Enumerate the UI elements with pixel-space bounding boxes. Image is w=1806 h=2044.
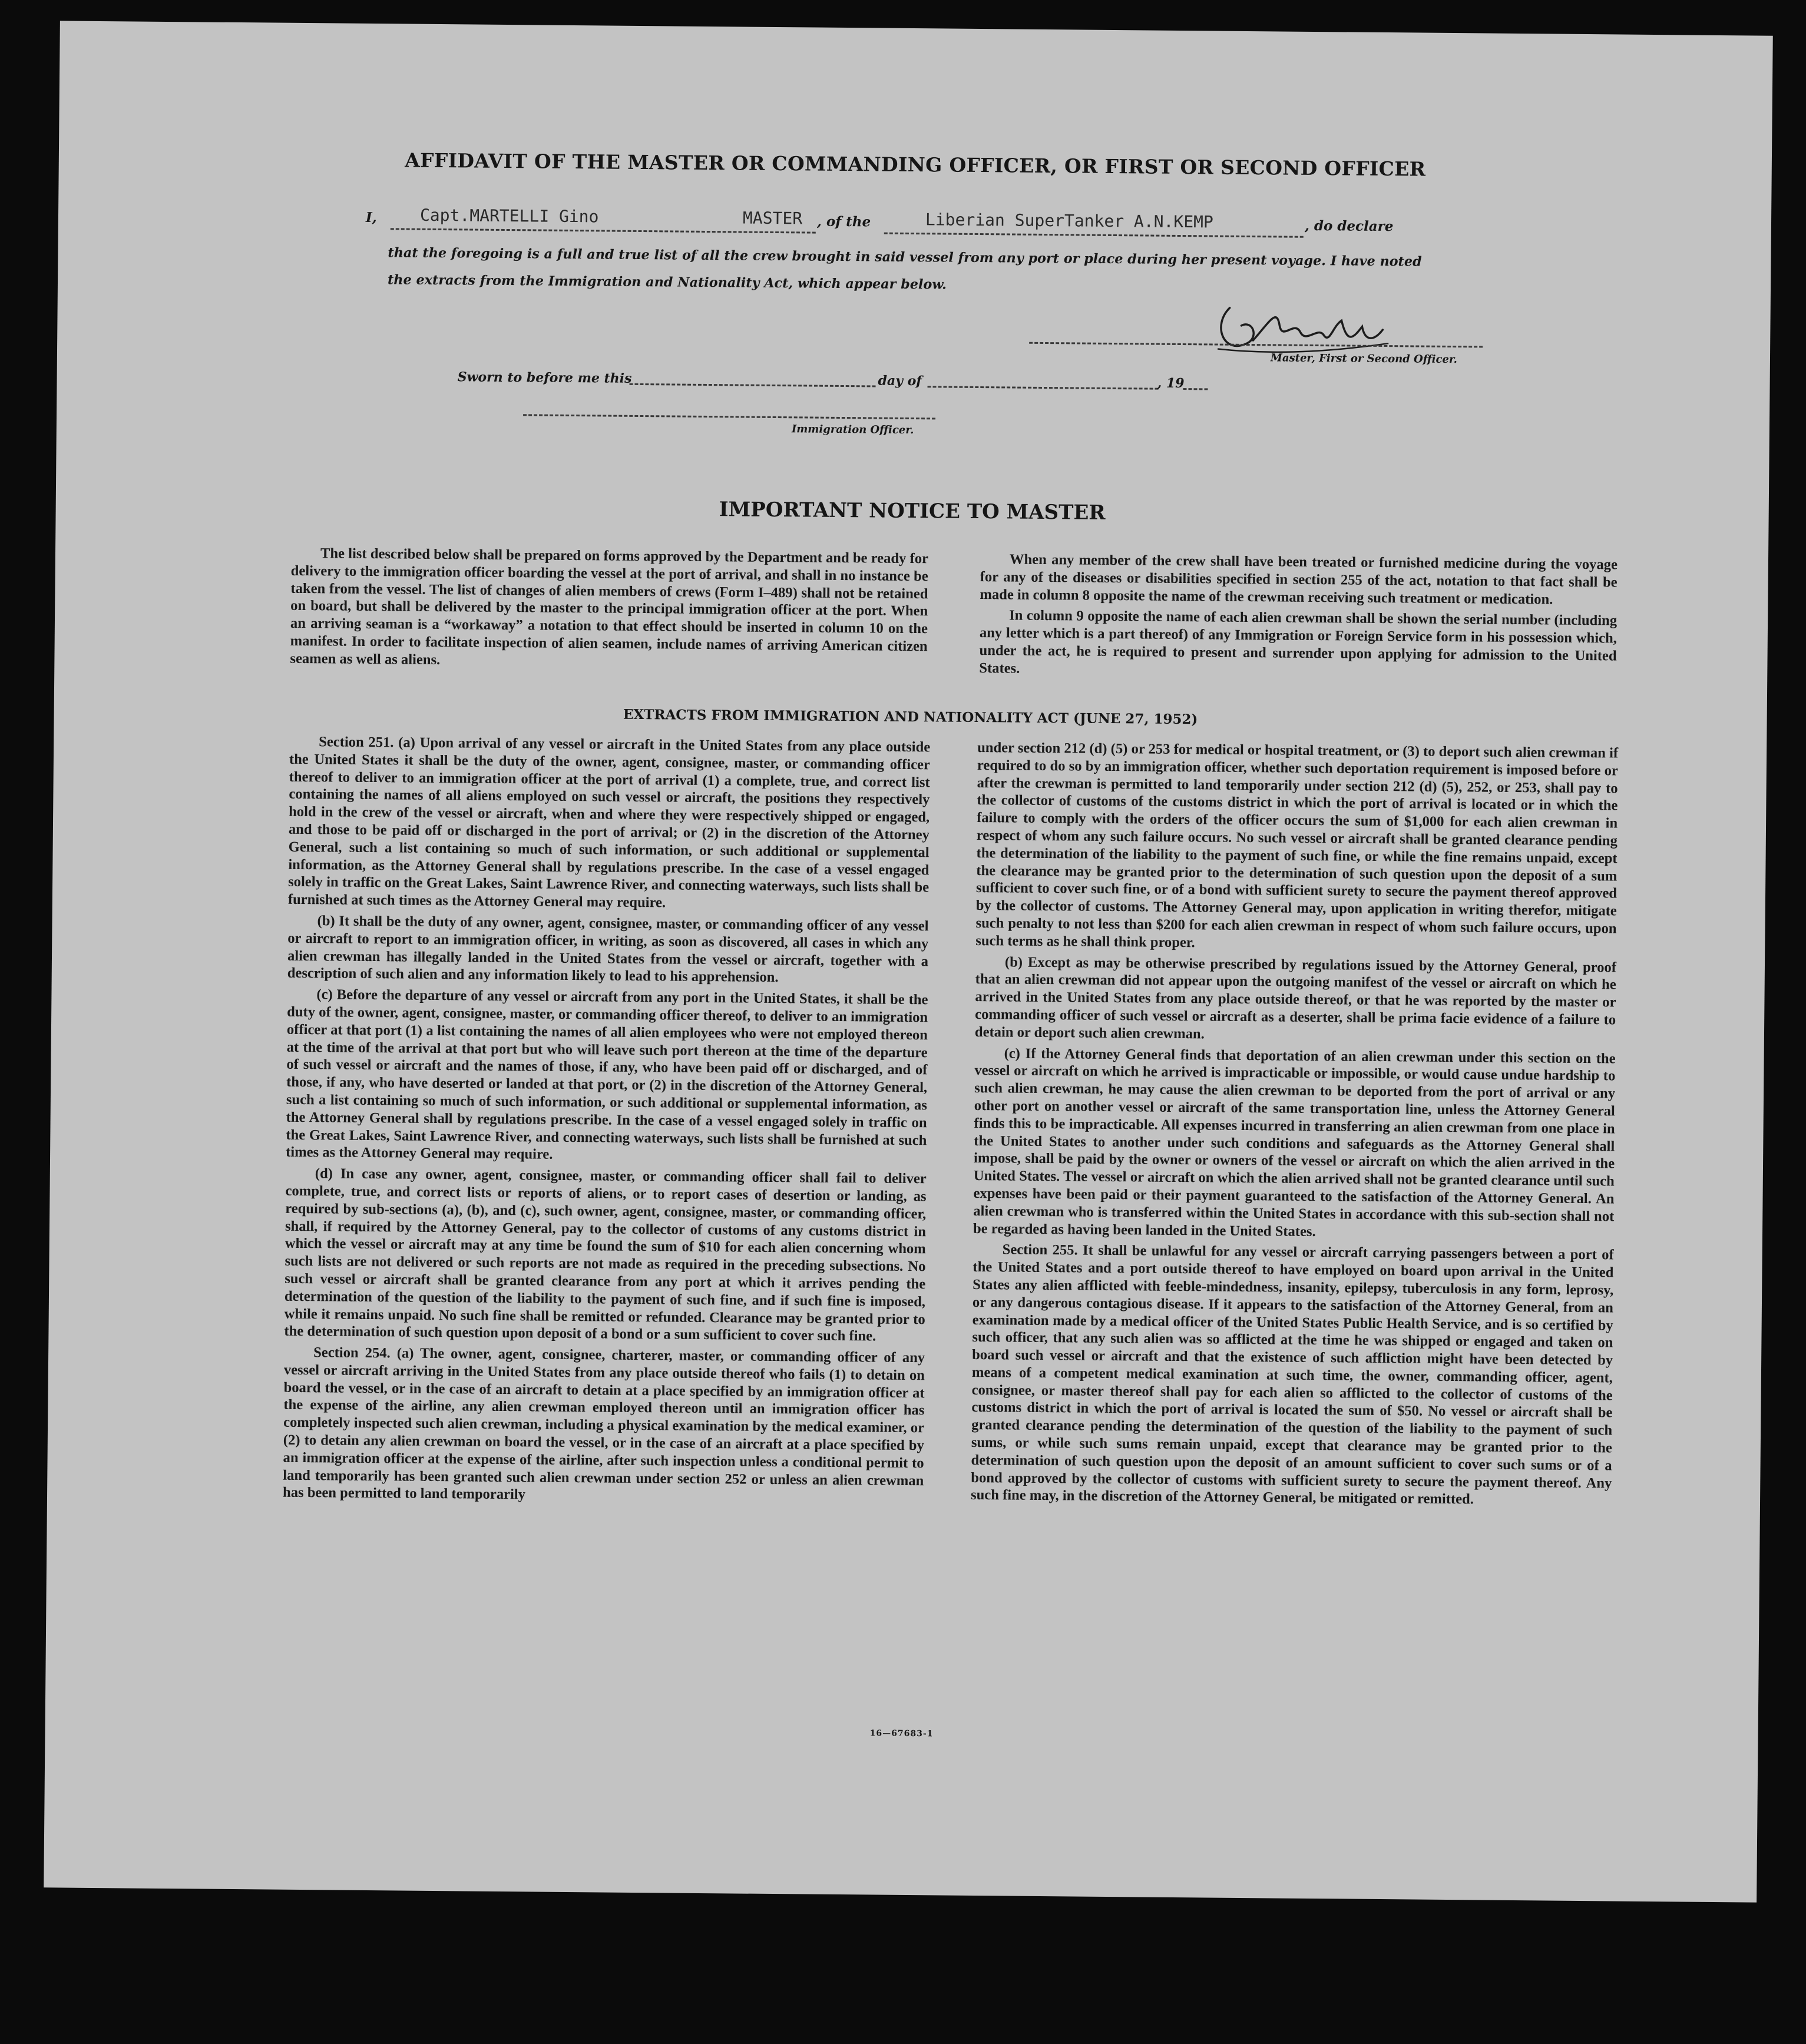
notice-right-column <box>979 551 1618 686</box>
section-paragraph: (b) It shall be the duty of any owner, agent, consignee, master, or commanding officer of any vessel or aircraft to report to an immigration officer, in writing, as soon as discovered, all cases in which any alien crewman has illegally landed in the United States from the vessel or aircraft, together with a description of such alien and any information likely to lead to his apprehension. <box>287 913 929 986</box>
extracts-heading: EXTRACTS FROM IMMIGRATION AND NATIONALITY ACT (JUNE 27, 1952) <box>623 706 1198 728</box>
sworn-date-field[interactable] <box>630 367 876 387</box>
declaration-line-3: the extracts from the Immigration and Nationality Act, which appear below. <box>387 272 947 293</box>
name-value: Capt.MARTELLI Gino <box>419 205 599 227</box>
pronoun: I, <box>365 209 377 226</box>
section-paragraph: under section 212 (d) (5) or 253 for medical or hospital treatment, or (3) to deport such alien crewman if required to do so by an immigration officer, whether such deportation requirement is imposed before or after the crewman is permitted to land temporarily under section 212 (d) (5), 252, or 253, shall pay to the collector of customs of the customs district in which the port of arrival is located or in which the failure to comply with the orders of the officer occurs the sum of $1,000 for each alien crewman in respect of whom any such failure occurs. No such vessel or aircraft shall be granted clearance pending the determination of the liability to the payment of such fine, or while the fine remains unpaid, except the clearance may be granted prior to the determination of such question upon the deposit of a sum sufficient to cover such fine, or of a bond with sufficient surety to secure the payment thereof approved by the collector of customs. The Attorney General may, upon application in writing therefor, mitigate such penalty to not less than $200 for each alien crewman in respect of whom such failure occurs, upon such terms as he shall think proper. <box>975 740 1619 951</box>
affidavit-title: AFFIDAVIT OF THE MASTER OR COMMANDING OFFICER, OR FIRST OR SECOND OFFICER <box>405 148 1426 181</box>
notice-left-column <box>290 545 928 677</box>
section-paragraph: (c) Before the departure of any vessel or aircraft from any port in the United States, it shall be the duty of the owner, agent, consignee, master, or commanding officer thereof, to deliver to an immigration officer at that port (1) a list containing the names of all alien employees who were not employed thereon at the time of the arrival at that port but who will leave such port thereon at the time of the departure of such vessel or aircraft and the names of those, if any, who have been paid off or discharged, and of those, if any, who have deserted or landed at that port, or (2) in the discretion of the Attorney General, such a list containing so much of such information, or such additional or supplemental information, as the Attorney General shall by regulations prescribe. In the case of a vessel engaged solely in traffic on the Great Lakes, Saint Lawrence River, and connecting waterways, such lists shall be furnished at such times as the Attorney General may require. <box>286 986 928 1163</box>
immigration-officer-line[interactable] <box>523 413 935 419</box>
section-paragraph: (c) If the Attorney General finds that deportation of an alien crewman under this section on the vessel or aircraft on which he arrived is impracticable or impossible, or would cause undue hardship to such alien crewman, he may cause the alien crewman to be deported from the port of arrival or any other port on another vessel or aircraft of the same transportation line, unless the Attorney General finds this to be impracticable. All expenses incurred in transferring an alien crewman from one place in the United States to another under such conditions and safeguards as the Attorney General shall impose, shall be paid by the owner or owners of the vessel or aircraft on which the alien arrived in the United States. The vessel or aircraft on which the alien arrived shall not be granted clearance until such expenses have been paid or their payment guaranteed to the satisfaction of the Attorney General. An alien crewman who is transferred within the United States in accordance with this sub-section shall not be regarded as having been landed in the United States. <box>973 1045 1616 1240</box>
pencil-annotation: ​ <box>194 198 235 207</box>
year-prefix: , 19 <box>1157 375 1185 392</box>
day-of-label: day of <box>878 373 922 389</box>
form-number: 16—67683-1 <box>869 1728 934 1739</box>
notice-paragraph: In column 9 opposite the name of each alien crewman shall be shown the serial number (including any letter which is a part thereof) of any Immigration or Foreign Service form in his possession which, under the act, he is required to present and surrender upon applying for admission to the United States. <box>979 607 1618 677</box>
extracts-left-column <box>283 733 930 1511</box>
of-the-label: , of the <box>816 213 871 230</box>
signature-caption: Master, First or Second Officer. <box>1270 352 1458 366</box>
section-paragraph: Section 255. It shall be unlawful for any vessel or aircraft carrying passengers between a port of the United States and a port outside thereof to have employed on board upon arrival in the United States any alien afflicted with feeble-mindedness, insanity, epilepsy, tuberculosis in any form, leprosy, or any dangerous contagious disease. If it appears to the satisfaction of the Attorney General, from an examination made by a medical officer of the United States Public Health Service, and is so certified by such officer, that any such alien was so afflicted at the time he was shipped or engaged and taken on board such vessel or aircraft and that the existence of such affliction might have been detected by means of a competent medical examination at such time, the owner, commanding officer, agent, consignee, or master thereof shall pay for each alien so afflicted to the collector of customs of the customs district in which the port of arrival is located the sum of $50. No vessel or aircraft shall be granted clearance pending the determination of the question of the liability to the payment of such sums, or while such sums remain unpaid, except that clearance may be granted prior to the determination of such question upon the deposit of an amount sufficient to cover such sums or of a bond approved by the collector of customs with sufficient surety to secure the payment thereof. Any such fine may, in the discretion of the Attorney General, be mitigated or remitted. <box>970 1241 1614 1508</box>
vessel-value: Liberian SuperTanker A.N.KEMP <box>925 210 1213 232</box>
section-paragraph: (d) In case any owner, agent, consignee, master, or commanding officer shall fail to deliver complete, true, and correct lists or reports of aliens, or to report cases of desertion or landing, as required by sub-sections (a), (b), and (c), such owner, agent, consignee, master, or commanding officer, shall, if required by the Attorney General, pay to the collector of customs of any customs district in which the vessel or aircraft may at any time be found the sum of $10 for each alien concerning whom such lists are not delivered or such reports are not made as required in the preceding subsections. No such vessel or aircraft shall be granted clearance from any port at which it arrives pending the determination of the question of the liability to the payment of such fine, and if such fine is imposed, while it remains unpaid. No such fine shall be remitted or refunded. Clearance may be granted prior to the determination of such question upon deposit of a bond or a sum sufficient to cover such fine. <box>284 1165 927 1344</box>
notice-heading: IMPORTANT NOTICE TO MASTER <box>719 498 1106 525</box>
notice-paragraph: When any member of the crew shall have been treated or furnished medicine during the voyage for any of the diseases or disabilities specified in section 255 of the act, notation to that fact shall be made in column 8 opposite the name of the crewman receiving such treatment or medication. <box>980 551 1618 608</box>
do-declare-label: , do declare <box>1304 217 1394 235</box>
immigration-officer-label: Immigration Officer. <box>791 423 914 437</box>
document-page <box>44 21 1773 1902</box>
rank-value: MASTER <box>742 208 803 228</box>
declaration-line-2: that the foregoing is a full and true list of all the crew brought in said vessel from any port or place during her present voyage. I have noted <box>388 245 1422 270</box>
notice-paragraph: The list described below shall be prepared on forms approved by the Department and be ready for delivery to the immigration officer boarding the vessel at the port of arrival, and shall in no instance be taken from the vessel. The list of changes of alien members of crews (Form I–489) shall not be retained on board, but shall be delivered by the master to the principal immigration officer at the port. When an arriving seaman is a “workaway” a notation to that effect should be inserted in column 10 on the manifest. In order to facilitate inspection of alien seamen, include names of arriving American citizen seamen as well as aliens. <box>290 545 929 668</box>
section-paragraph: (b) Except as may be otherwise prescribed by regulations issued by the Attorney General, proof that an alien crewman did not appear upon the outgoing manifest of the vessel or aircraft on which he arrived in the United States from any place outside thereof, or that he was reported by the master or commanding officer of such vessel or aircraft as a deserter, shall be prima facie evidence of a failure to detain or deport such alien crewman. <box>974 953 1617 1042</box>
declaration-line <box>366 206 1420 241</box>
section-paragraph: Section 251. (a) Upon arrival of any vessel or aircraft in the United States from any place outside the United States it shall be the duty of the owner, agent, consignee, master, or commanding officer thereof to deliver to an immigration officer at the port of arrival (1) a complete, true, and correct list containing the names of all aliens employed on such vessel or aircraft, the positions they respectively hold in the crew of the vessel or aircraft, when and where they were respectively shipped or engaged, and those to be paid off or discharged in the port of arrival; or (2) in the discretion of the Attorney General, such a list containing so much of such information, or such additional or supplemental information, as the Attorney General shall by regulations prescribe. In the case of a vessel engaged solely in traffic on the Great Lakes, Saint Lawrence River, and connecting waterways, such lists shall be furnished at such times as the Attorney General may require. <box>287 734 931 911</box>
extracts-right-column <box>971 739 1618 1513</box>
year-field[interactable] <box>1183 372 1208 390</box>
section-paragraph: Section 254. (a) The owner, agent, consignee, charterer, master, or commanding officer of any vessel or aircraft arriving in the United States from any place outside thereof who fails (1) to detain on board the vessel, or in the case of an aircraft to detain at a place specified by an immigration officer at the expense of the airline, any alien crewman employed thereon until an immigration officer has completely inspected such alien crewman, including a physical examination by the medical examiner, or (2) to detain any alien crewman on board the vessel, or in the case of an aircraft at a place specified by an immigration officer at the expense of the airline, after such inspection unless a conditional permit to land temporarily has been granted such alien crewman under section 252 or unless an alien crewman has been permitted to land temporarily <box>282 1344 925 1503</box>
month-field[interactable] <box>928 370 1159 389</box>
sworn-label: Sworn to before me this <box>457 369 632 386</box>
